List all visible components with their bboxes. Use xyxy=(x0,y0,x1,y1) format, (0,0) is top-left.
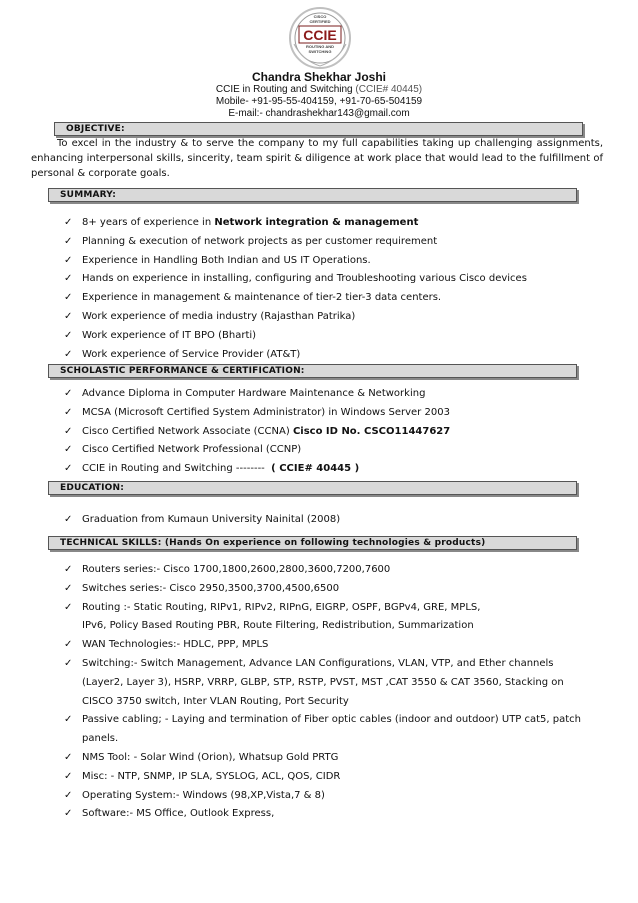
list-item: ✓ Routers series:- Cisco 1700,1800,2600,2800,3600,7200,7600 xyxy=(0,561,638,580)
check-icon: ✓ xyxy=(64,657,73,669)
technical-list xyxy=(0,561,638,824)
list-item: ✓ Experience in management & maintenance of tier-2 tier-3 data centers. xyxy=(0,289,638,308)
summary-heading: SUMMARY: xyxy=(48,188,577,202)
check-icon: ✓ xyxy=(64,329,73,341)
check-icon: ✓ xyxy=(64,789,73,801)
svg-text:CERTIFIED: CERTIFIED xyxy=(309,19,331,24)
check-icon: ✓ xyxy=(64,310,73,322)
check-icon: ✓ xyxy=(64,273,73,285)
check-icon: ✓ xyxy=(64,601,73,613)
objective-text: To excel in the industry & to serve the company to my full capabilities taking up challenging assignments, enhancing interpersonal skills, sincerity, team spirit & diligence at work place that would lead to the fulfillment of personal & corporate goals. xyxy=(31,138,603,179)
list-item: ✓ Switching:- Switch Management, Advance LAN Configurations, VLAN, VTP, and Ether channels (Layer2, Layer 3), HSRP, VRRP, GLBP, STP, RSTP, PVST, MST ,CAT 3550 & CAT 3560, Stacking on CISCO 3750 switch, Inter VLAN Routing, Port Security xyxy=(0,655,638,711)
check-icon: ✓ xyxy=(64,564,73,575)
list-item: ✓ WAN Technologies:- HDLC, PPP, MPLS xyxy=(0,636,638,655)
check-icon: ✓ xyxy=(64,444,73,456)
check-icon: ✓ xyxy=(64,406,73,418)
svg-text:CCIE: CCIE xyxy=(303,27,337,43)
list-item: ✓ Cisco Certified Network Associate (CCNA) Cisco ID No. CSCO11447627 xyxy=(0,423,638,442)
education-heading: EDUCATION: xyxy=(48,481,577,495)
list-item: ✓ Work experience of media industry (Rajasthan Patrika) xyxy=(0,308,638,327)
list-item: ✓ Hands on experience in installing, configuring and Troubleshooting various Cisco devices xyxy=(0,270,638,289)
ccie-logo xyxy=(288,6,352,70)
list-item: ✓ Switches series:- Cisco 2950,3500,3700,4500,6500 xyxy=(0,580,638,599)
list-item: ✓ Misc: - NTP, SNMP, IP SLA, SYSLOG, ACL, QOS, CIDR xyxy=(0,768,638,787)
check-icon: ✓ xyxy=(64,388,73,399)
list-item: ✓ Operating System:- Windows (98,XP,Vista,7 & 8) xyxy=(0,787,638,806)
mobile-line: Mobile- +91-95-55-404159, +91-70-65-504159 xyxy=(215,96,423,107)
list-item: ✓ MCSA (Microsoft Certified System Administrator) in Windows Server 2003 xyxy=(0,404,638,423)
check-icon: ✓ xyxy=(64,254,73,266)
scholastic-list xyxy=(0,385,638,479)
svg-text:SWITCHING: SWITCHING xyxy=(308,49,332,54)
list-item: ✓ 8+ years of experience in Network integration & management xyxy=(0,214,638,233)
resume-header xyxy=(0,70,638,120)
check-icon: ✓ xyxy=(64,463,73,475)
check-icon: ✓ xyxy=(64,217,73,228)
list-item: ✓ Software:- MS Office, Outlook Express, xyxy=(0,805,638,824)
check-icon: ✓ xyxy=(64,770,73,782)
list-item: ✓ Routing :- Static Routing, RIPv1, RIPv2, RIPnG, EIGRP, OSPF, BGPv4, GRE, MPLS, IPv6, Policy Based Routing PBR, Route Filtering, Redistribution, Summarization xyxy=(0,599,638,637)
list-item: ✓ Graduation from Kumaun University Nainital (2008) xyxy=(0,511,638,530)
check-icon: ✓ xyxy=(64,292,73,304)
svg-text:CISCO: CISCO xyxy=(313,14,327,19)
check-icon: ✓ xyxy=(64,808,73,820)
list-item: ✓ Work experience of Service Provider (AT&T) xyxy=(0,346,638,365)
certification-line: CCIE in Routing and Switching (CCIE# 40445) xyxy=(215,84,423,95)
objective-heading: OBJECTIVE: xyxy=(54,122,583,136)
list-item: ✓ Work experience of IT BPO (Bharti) xyxy=(0,327,638,346)
check-icon: ✓ xyxy=(64,582,73,594)
check-icon: ✓ xyxy=(64,514,73,525)
list-item: ✓ CCIE in Routing and Switching -------- ( CCIE# 40445 ) xyxy=(0,460,638,479)
scholastic-heading: SCHOLASTIC PERFORMANCE & CERTIFICATION: xyxy=(48,364,577,378)
candidate-name: Chandra Shekhar Joshi xyxy=(251,70,387,84)
summary-list xyxy=(0,214,638,364)
check-icon: ✓ xyxy=(64,751,73,763)
check-icon: ✓ xyxy=(64,714,73,726)
email-line: E-mail:- chandrashekhar143@gmail.com xyxy=(228,108,410,119)
check-icon: ✓ xyxy=(64,235,73,247)
check-icon: ✓ xyxy=(64,425,73,437)
list-item: ✓ Advance Diploma in Computer Hardware Maintenance & Networking xyxy=(0,385,638,404)
svg-text:ROUTING AND: ROUTING AND xyxy=(305,44,335,49)
list-item: ✓ Cisco Certified Network Professional (CCNP) xyxy=(0,441,638,460)
list-item: ✓ NMS Tool: - Solar Wind (Orion), Whatsup Gold PRTG xyxy=(0,749,638,768)
check-icon: ✓ xyxy=(64,639,73,651)
list-item: ✓ Passive cabling; - Laying and termination of Fiber optic cables (indoor and outdoor) UTP cat5, patch panels. xyxy=(0,711,638,749)
list-item: ✓ Planning & execution of network projects as per customer requirement xyxy=(0,233,638,252)
list-item: ✓ Experience in Handling Both Indian and US IT Operations. xyxy=(0,252,638,271)
education-list xyxy=(0,511,638,530)
technical-heading: TECHNICAL SKILLS: (Hands On experience on following technologies & products) xyxy=(48,536,577,550)
check-icon: ✓ xyxy=(64,348,73,360)
